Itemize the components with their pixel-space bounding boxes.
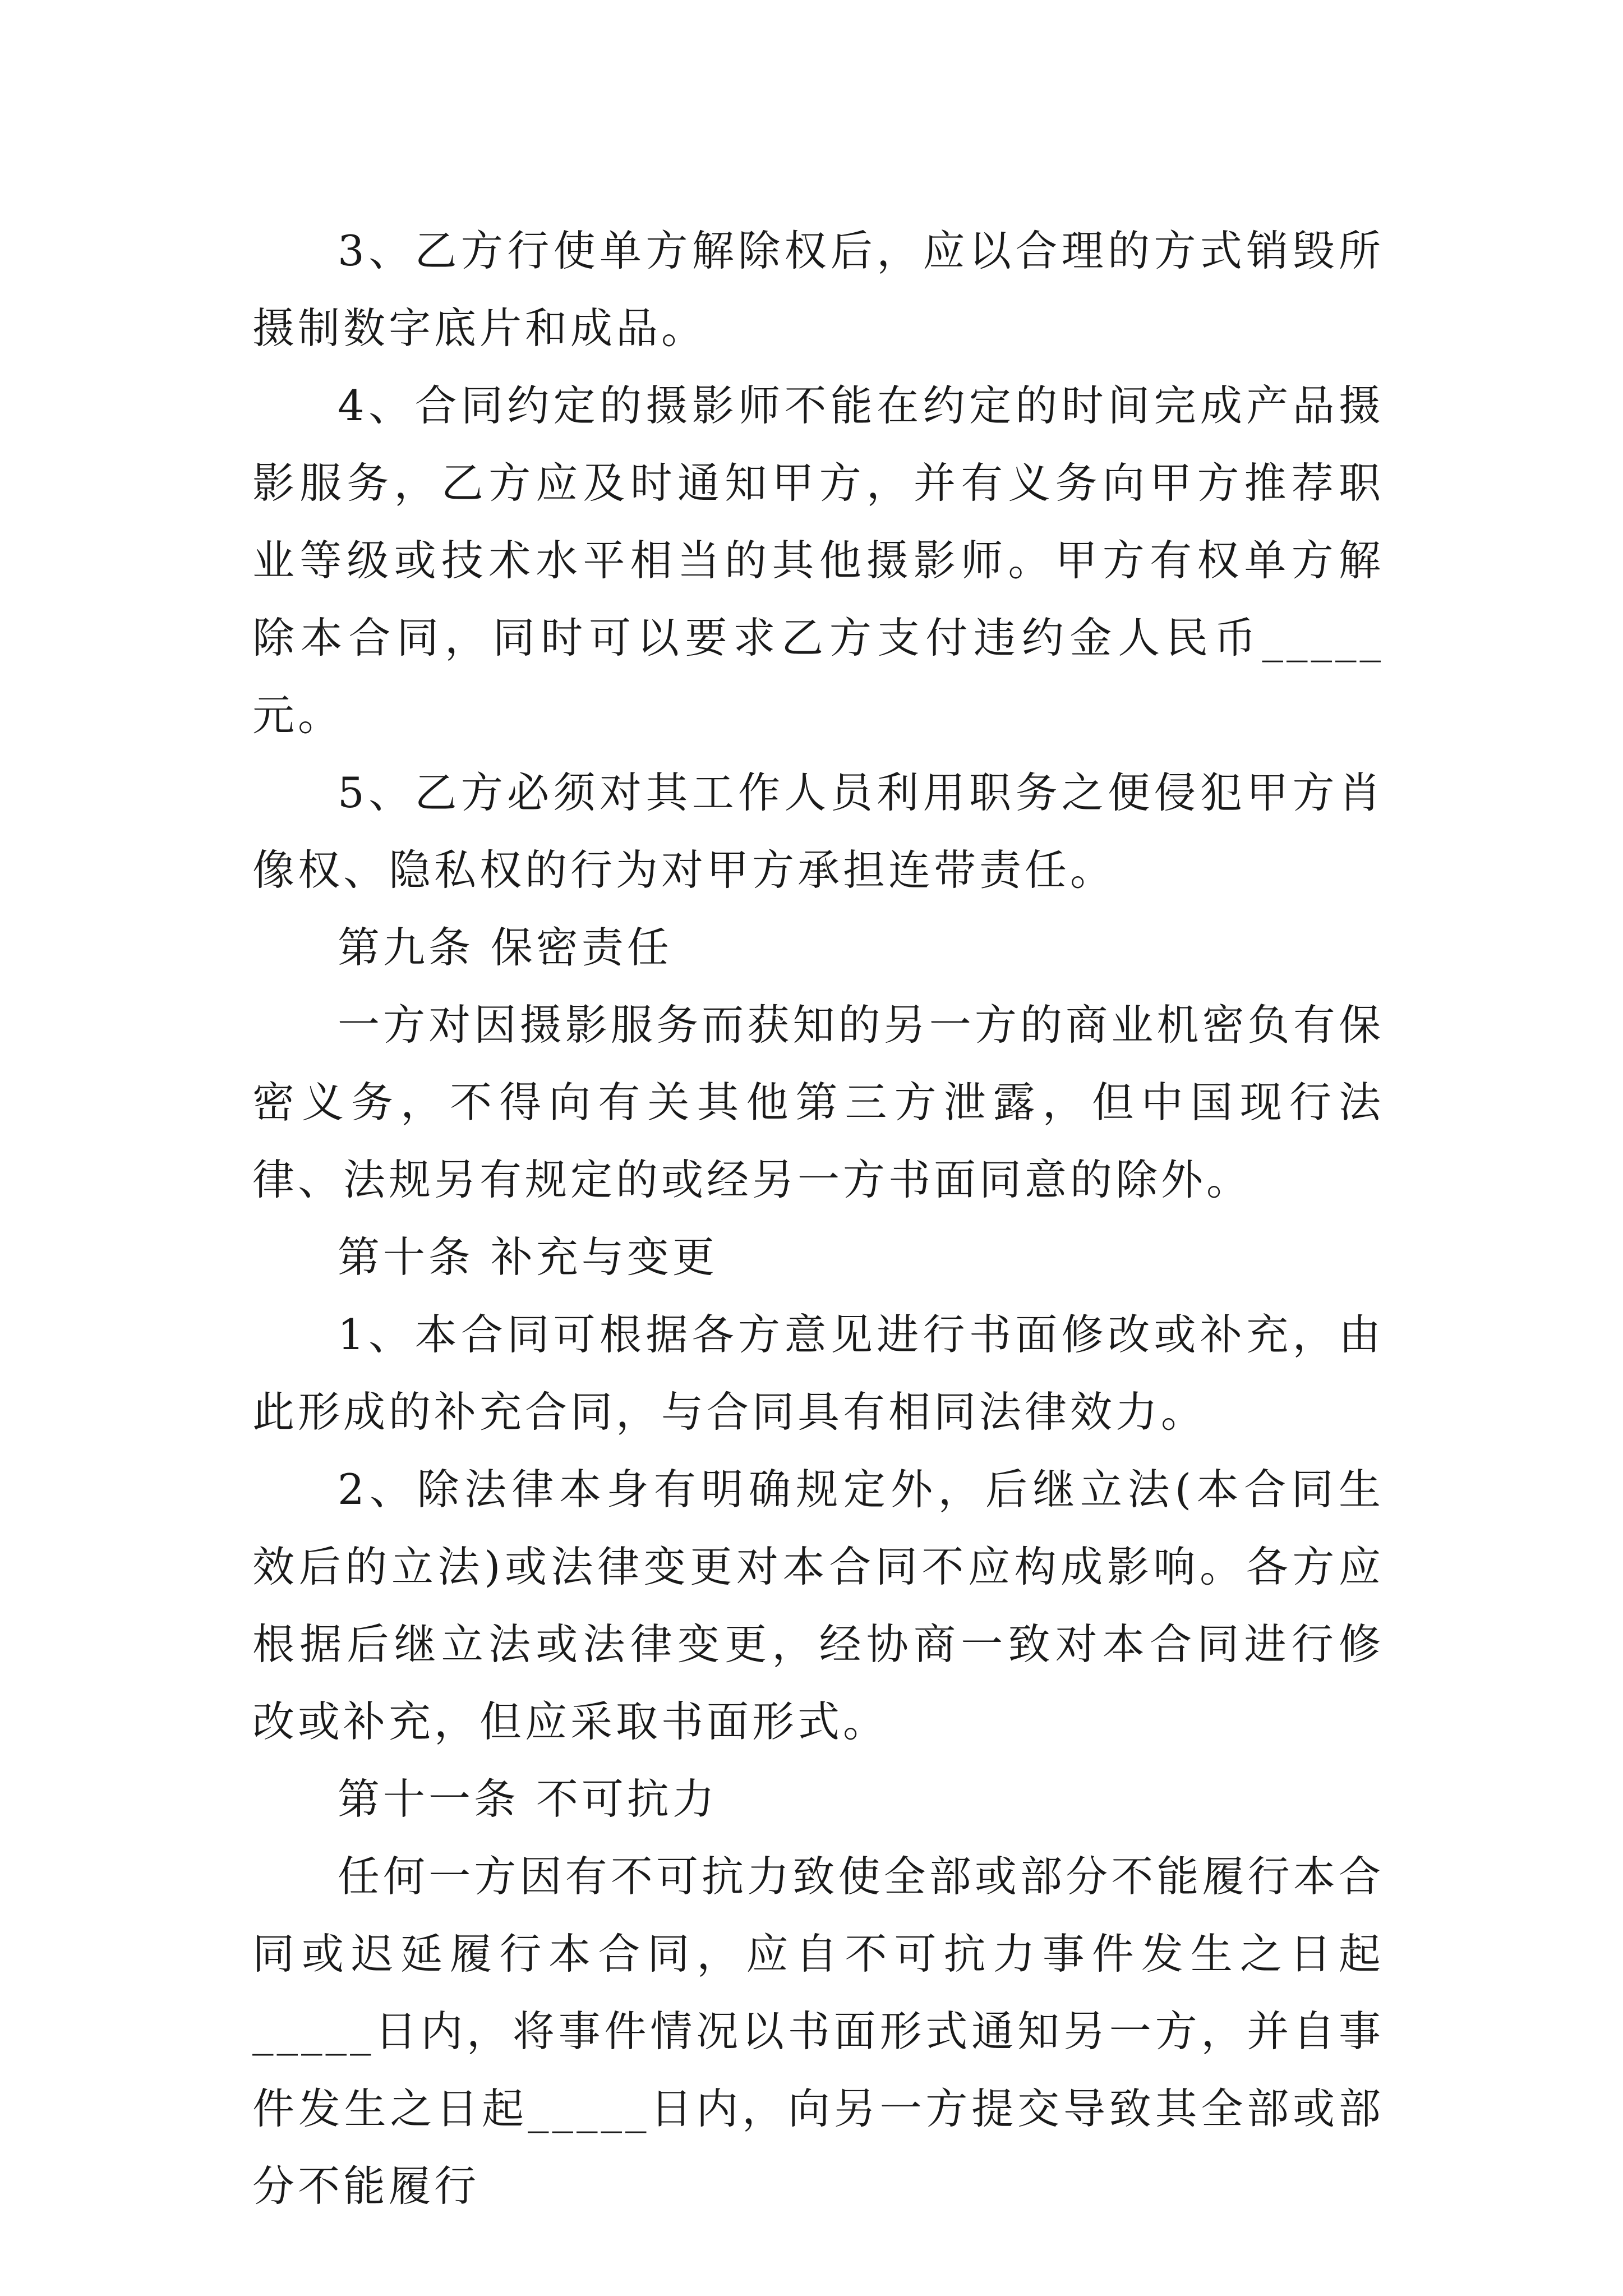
paragraph-clause-4: 4、合同约定的摄影师不能在约定的时间完成产品摄影服务，乙方应及时通知甲方，并有义务向甲方推荐职业等级或技术水平相当的其他摄影师。甲方有权单方解除本合同，同时可以要求乙方支付违约金人民币_____元。 [252, 381, 1384, 740]
paragraph-clause-3: 3、乙方行使单方解除权后，应以合理的方式销毁所摄制数字底片和成品。 [252, 226, 1384, 353]
document-body [252, 212, 1384, 2225]
paragraph-amendment-1: 1、本合同可根据各方意见进行书面修改或补充，由此形成的补充合同，与合同具有相同法律效力。 [252, 1310, 1384, 1437]
paragraph-confidentiality: 一方对因摄影服务而获知的另一方的商业机密负有保密义务，不得向有关其他第三方泄露，但中国现行法律、法规另有规定的或经另一方书面同意的除外。 [252, 1000, 1384, 1204]
heading-article-11: 第十一条 不可抗力 [338, 1774, 718, 1824]
paragraph-force-majeure: 任何一方因有不可抗力致使全部或部分不能履行本合同或迟延履行本合同，应自不可抗力事件发生之日起_____日内，将事件情况以书面形式通知另一方，并自事件发生之日起_____日内，向另一方提交导致其全部或部分不能履行 [252, 1852, 1384, 2211]
heading-article-10: 第十条 补充与变更 [338, 1232, 718, 1282]
heading-article-9: 第九条 保密责任 [338, 923, 672, 972]
paragraph-amendment-2: 2、除法律本身有明确规定外，后继立法(本合同生效后的立法)或法律变更对本合同不应构成影响。各方应根据后继立法或法律变更，经协商一致对本合同进行修改或补充，但应采取书面形式。 [252, 1465, 1384, 1746]
paragraph-clause-5: 5、乙方必须对其工作人员利用职务之便侵犯甲方肖像权、隐私权的行为对甲方承担连带责任。 [252, 768, 1384, 895]
